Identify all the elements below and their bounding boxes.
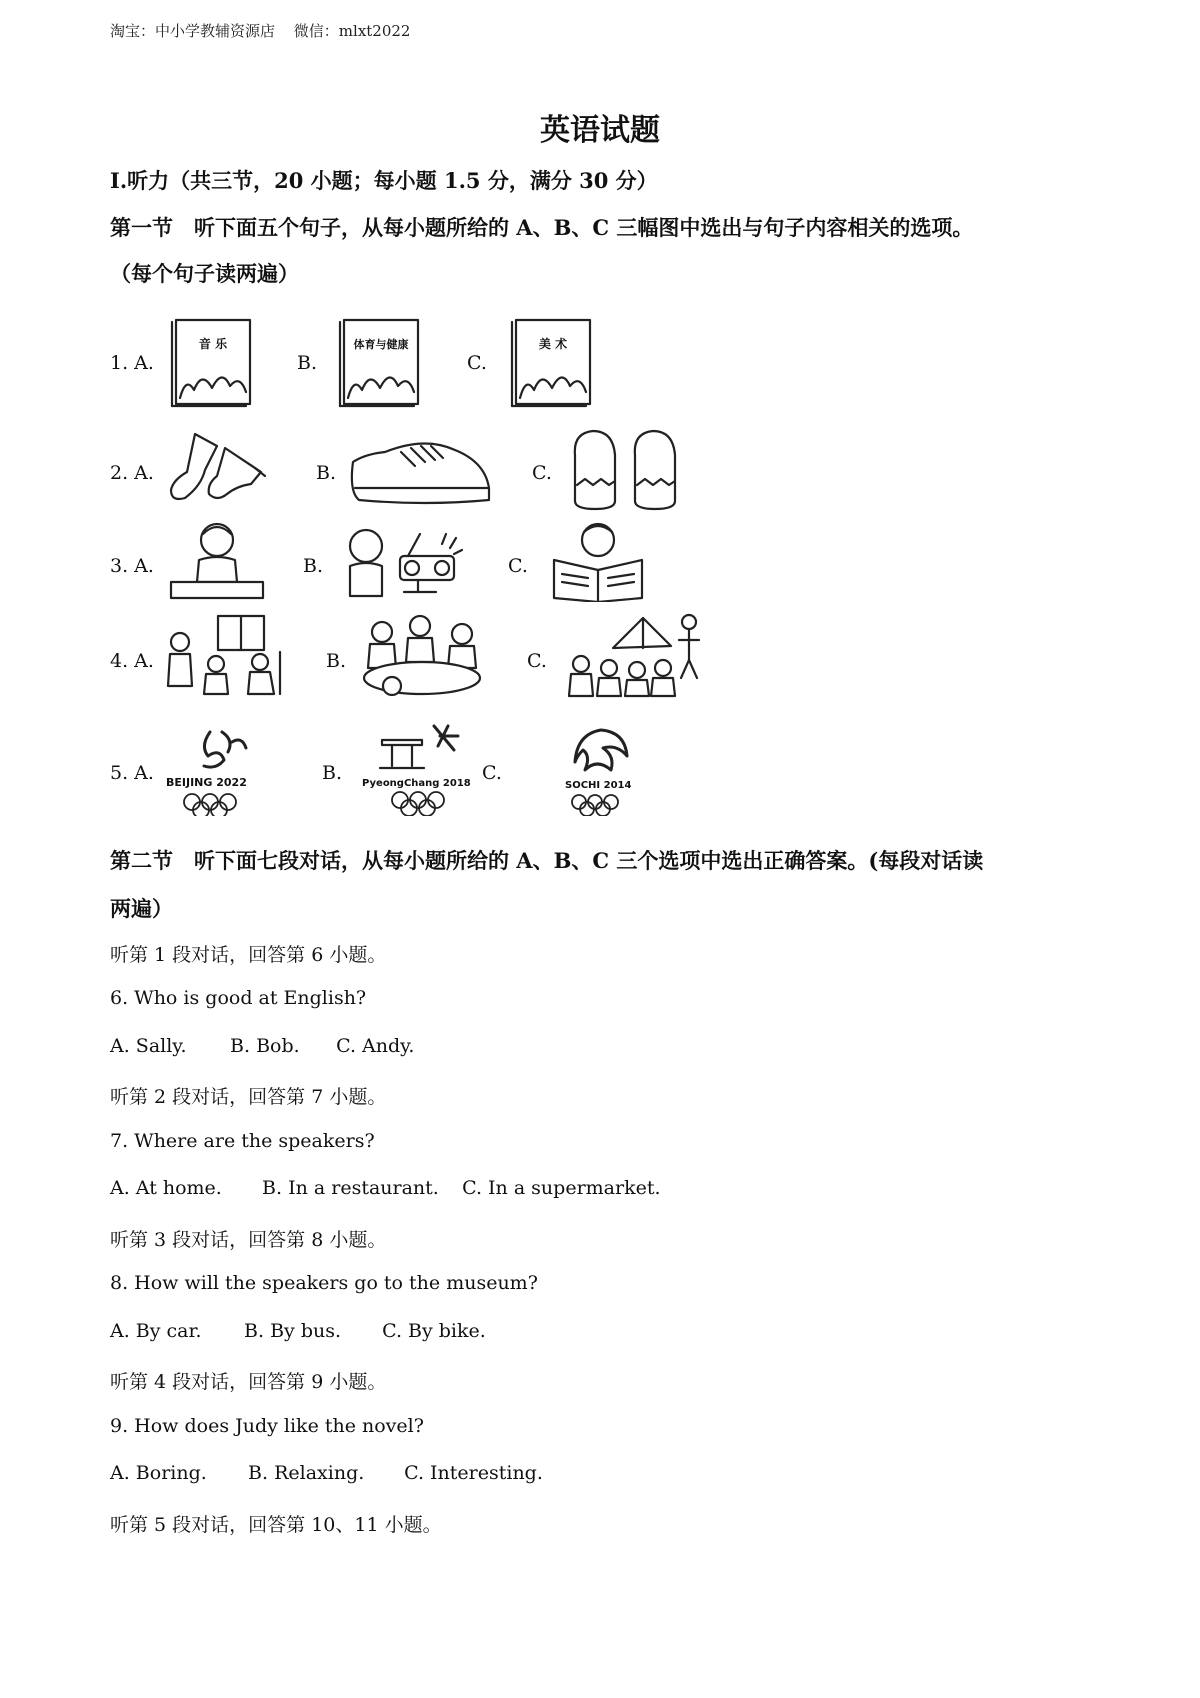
music-book-label: 音 乐 bbox=[198, 337, 228, 351]
question-9: 9. How does Judy like the novel? bbox=[110, 1415, 424, 1437]
q7-option-b: B. In a restaurant. bbox=[262, 1177, 439, 1199]
page-header bbox=[110, 20, 410, 41]
section2-heading: 第二节 听下面七段对话，从每小题所给的 A、B、C 三个选项中选出正确答案。(每段对话读 bbox=[110, 848, 984, 873]
family-dinner-icon bbox=[358, 612, 488, 700]
music-book-icon bbox=[168, 318, 254, 408]
q8-option-b: B. By bus. bbox=[244, 1320, 342, 1342]
q8-option-a: A. By car. bbox=[110, 1320, 202, 1342]
dialog-2-intro: 听第 2 段对话，回答第 7 小题。 bbox=[110, 1086, 387, 1108]
boy-reading-newspaper-icon bbox=[548, 520, 648, 602]
q1-c-label: C. bbox=[467, 352, 487, 374]
q9-option-c: C. Interesting. bbox=[404, 1462, 543, 1484]
boy-radio-icon bbox=[338, 520, 478, 602]
sochi-2014-logo bbox=[555, 722, 645, 816]
q6-option-a: A. Sally. bbox=[110, 1035, 187, 1057]
sneaker-icon bbox=[345, 432, 495, 512]
pe-book-icon bbox=[336, 318, 422, 408]
q1-b-label: B. bbox=[297, 352, 318, 374]
q7-option-c: C. In a supermarket. bbox=[462, 1177, 661, 1199]
socks-icon bbox=[165, 428, 275, 508]
q9-option-a: A. Boring. bbox=[110, 1462, 207, 1484]
part1-heading: I.听力（共三节，20 小题；每小题 1.5 分，满分 30 分） bbox=[110, 168, 658, 193]
q4-a-label: 4. A. bbox=[110, 650, 154, 672]
q5-b-label: B. bbox=[322, 762, 343, 784]
dialog-3-intro: 听第 3 段对话，回答第 8 小题。 bbox=[110, 1229, 387, 1251]
art-book-icon bbox=[508, 318, 594, 408]
question-9-options bbox=[110, 1462, 543, 1484]
q3-b-label: B. bbox=[303, 555, 324, 577]
section1-heading: 第一节 听下面五个句子，从每小题所给的 A、B、C 三幅图中选出与句子内容相关的选项。 bbox=[110, 215, 974, 240]
pyeongchang-2018-logo bbox=[358, 722, 478, 816]
boy-writing-icon bbox=[165, 520, 265, 602]
q7-option-a: A. At home. bbox=[110, 1177, 222, 1199]
q9-option-b: B. Relaxing. bbox=[248, 1462, 365, 1484]
question-8-options bbox=[110, 1320, 486, 1342]
dialog-4-intro: 听第 4 段对话，回答第 9 小题。 bbox=[110, 1371, 387, 1393]
q8-option-c: C. By bike. bbox=[382, 1320, 486, 1342]
family-watching-tv-icon bbox=[160, 612, 290, 696]
beijing-logo-text: BEIJING 2022 bbox=[166, 776, 247, 789]
pe-book-label: 体育与健康 bbox=[353, 338, 409, 351]
pyeongchang-logo-text: PyeongChang 2018 bbox=[362, 778, 471, 789]
art-book-label: 美 术 bbox=[538, 337, 568, 351]
q2-c-label: C. bbox=[532, 462, 552, 484]
beijing-2022-logo bbox=[162, 726, 277, 816]
camping-icon bbox=[563, 608, 703, 700]
question-7-options bbox=[110, 1177, 661, 1199]
page-title: 英语试题 bbox=[540, 113, 660, 148]
section2-heading-cont: 两遍） bbox=[110, 896, 173, 921]
q4-c-label: C. bbox=[527, 650, 547, 672]
dialog-5-intro: 听第 5 段对话，回答第 10、11 小题。 bbox=[110, 1514, 442, 1536]
q1-a-label: 1. A. bbox=[110, 352, 154, 374]
q2-b-label: B. bbox=[316, 462, 337, 484]
q3-a-label: 3. A. bbox=[110, 555, 154, 577]
q6-option-b: B. Bob. bbox=[230, 1035, 300, 1057]
sochi-logo-text: SOCHI 2014 bbox=[565, 780, 632, 791]
mittens-icon bbox=[565, 425, 685, 515]
question-7: 7. Where are the speakers? bbox=[110, 1130, 375, 1152]
question-6-options bbox=[110, 1035, 414, 1057]
question-8: 8. How will the speakers go to the museum? bbox=[110, 1272, 538, 1294]
wechat-label: 微信：mlxt2022 bbox=[293, 22, 411, 40]
q5-c-label: C. bbox=[482, 762, 502, 784]
q4-b-label: B. bbox=[326, 650, 347, 672]
q5-a-label: 5. A. bbox=[110, 762, 154, 784]
dialog-1-intro: 听第 1 段对话，回答第 6 小题。 bbox=[110, 944, 387, 966]
q2-a-label: 2. A. bbox=[110, 462, 154, 484]
question-6: 6. Who is good at English? bbox=[110, 987, 367, 1009]
shop-label: 淘宝：中小学教辅资源店 bbox=[110, 22, 276, 40]
section1-heading-note: （每个句子读两遍） bbox=[110, 261, 299, 286]
q6-option-c: C. Andy. bbox=[336, 1035, 415, 1057]
q3-c-label: C. bbox=[508, 555, 528, 577]
